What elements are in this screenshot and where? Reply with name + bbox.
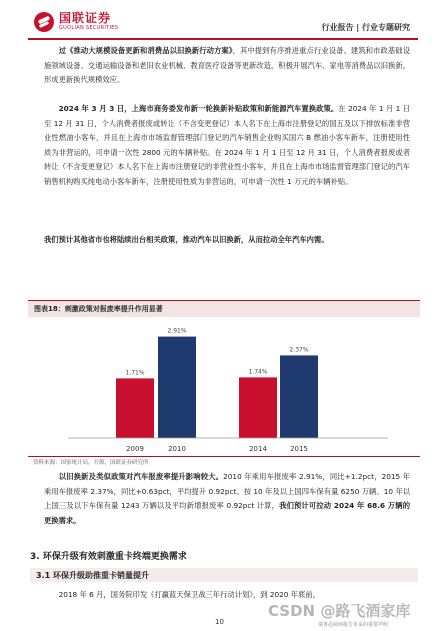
x-tick-label-2009: 2009 [126,445,144,453]
shanghai-policy-body: 在 2024 年 1 月 1 日至 12 月 31 日，个人消费者报废或转让（不含变更登记）本人名下在上海市注册登记的国五及以下排放标准非营业性燃油小客车，并且在上海市市场监督管理部门登记的汽车销售企业购买国六 B 燃油小客车新车，注册使用性质为非营运的，可申请一次性 2800 元的车辆补贴。在 2024 年 1 月 1 日至 12 月 31 日，个人消费者报废或者转让（不含变更登记）本人名下在上海市注册登记的非营业性小客车，并且在上海市市场监督管理部门登记的汽车销售机构购买纯电动小客车新车，注册使用性质为非营运的，可申请一次性 1 万元的车辆补贴。 [44,104,410,186]
scrap-analysis-body: 2010 年乘用车报废率 2.91%，同比+1.2pct，2015 年乘用车报废率 2.37%，同比+0.63pct，平均提升 0.92pct。按 10 年及以上国四车保有量 6250 万辆、10 年以上国三及以下车保有量 1243 万辆以及平均新增报废率 0.92pct 计算， [44,472,410,510]
report-type-label: 行业报告 | 行业专题研究 [321,23,410,32]
policy-plan-body: ，其中提到有序推进重点行业设备、建筑和市政基础设施领域设备、交通运输设备和老旧农业机械、教育医疗设备等更新改造，积极开展汽车、家电等消费品以旧换新，形成更新换代规模效应。 [44,46,410,84]
figure-source: 资料来源：国家统计局，开源，国联证券研究所 [33,460,149,466]
scrap-analysis-conclusion: 我们预计可拉动 2024 年 68.6 万辆的更换需求。 [44,501,410,525]
paragraph-shanghai-policy [44,102,410,189]
section-heading: 3. 环保升级有效刺激重卡终端更换需求 [30,552,187,562]
figure-title: 图表18：刺激政策对报废率提升作用显著 [34,305,163,313]
bar-value-label-2010: 2.91% [167,327,187,335]
brand-logo [34,12,118,32]
scrap-rate-bar-chart [28,318,420,456]
chart-x-ticks [126,445,308,453]
bar-value-label-2009: 1.71% [125,369,145,377]
page-number: 10 [215,618,224,626]
policy-plan-title: 过《推动大规模设备更新和消费品以旧换新行动方案》 [58,46,233,55]
bar-value-label-2014: 1.74% [248,368,268,376]
subsection-heading-bar [30,568,418,582]
bar-2010 [158,337,196,438]
x-tick-label-2014: 2014 [249,445,267,453]
bar-value-label-2015: 2.37% [289,346,309,354]
chart-bars [116,337,318,438]
paragraph-forecast: 我们预计其他省市也将陆续出台相关政策，推动汽车以旧换新，从而拉动全年汽车内需。 [44,235,329,244]
bar-2015 [280,355,318,438]
brand-logo-text [59,12,118,32]
x-tick-label-2010: 2010 [168,445,186,453]
header-divider [28,38,418,40]
bar-2014 [239,377,277,438]
csdn-watermark: CSDN @路飞酒家库 [268,602,411,620]
shanghai-policy-title: 2024 年 3 月 3 日，上海市商务委发布新一轮换新补贴政策和新能源汽车置换政策。 [58,104,339,113]
scrap-analysis-lead: 以旧换新及类似政策对汽车报废率提升影响较大。 [58,472,224,481]
brand-name-en: GUOLIAN SECURITIES [59,25,119,31]
subsection-heading: 3.1 环保升级助推重卡销量提升 [36,571,149,580]
paragraph-scrap-analysis [44,470,410,528]
paragraph-policy-plan [44,44,410,88]
page-header [0,0,446,40]
footer-disclaimer: 请务必阅读报告末页的重要声明 [318,622,389,628]
x-tick-label-2015: 2015 [290,445,308,453]
bar-2009 [116,378,154,438]
figure-title-bar [28,300,420,317]
brand-name-cn: 国联证券 [59,11,112,25]
blue-sky-text: 2018 年 6 月，国务院印发《打赢蓝天保卫战三年行动计划》，到 2020 年底前， [58,590,320,599]
figure-bottom-divider [28,456,420,457]
brand-logo-icon [34,12,54,32]
